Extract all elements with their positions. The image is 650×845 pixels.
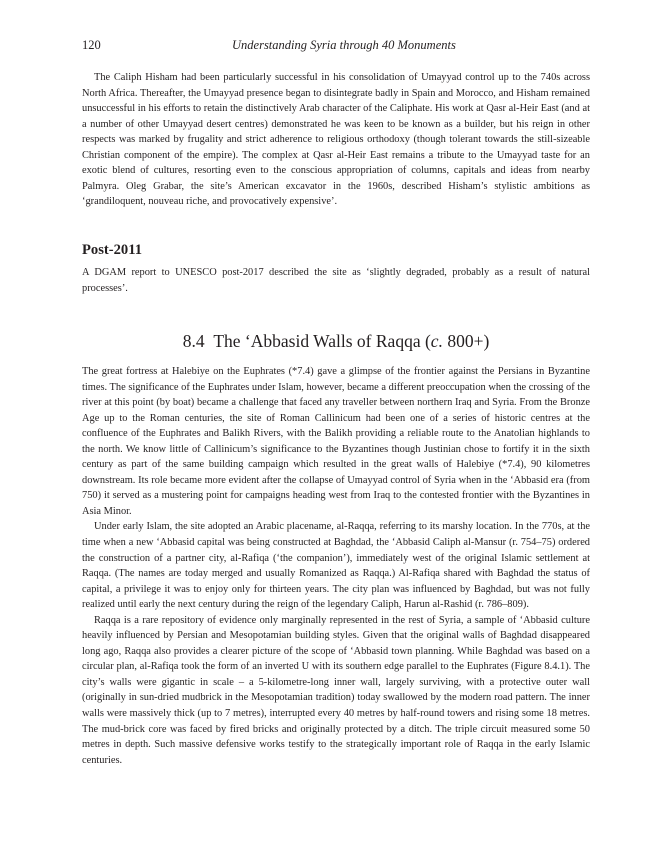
section-circa: c. bbox=[430, 331, 443, 351]
section-heading bbox=[82, 330, 590, 352]
post-2011-paragraph: A DGAM report to UNESCO post-2017 described the site as ‘slightly degraded, probably as a result of natural processes’. bbox=[82, 267, 590, 294]
section-number: 8.4 bbox=[182, 331, 205, 351]
intro-section bbox=[82, 70, 590, 210]
intro-paragraph: The Caliph Hisham had been particularly successful in his consolidation of Umayyad control up to the 740s across North Africa. Thereafter, the Umayyad presence began to disintegrate badly in Spain and Morocco, and Hisham remained unsuccessful in his efforts to retain the distinctively Arab character of the Caliphate. His work at Qasr al-Heir East (and at a number of other Umayyad desert centres) demonstrated he was keen to be known as a builder, but his reign in other respects was marked by frugality and strict adherence to religious orthodoxy (though tolerant towards the still-sizeable Christian component of the empire). The complex at Qasr al-Heir East remains a tribute to the Umayyad taste for an exotic blend of cultures, resorting even to the conscious appropriation of columns, capitals and ideas from nearby Palmyra. Oleg Grabar, the site’s American excavator in the 1960s, described Hisham’s stylistic ambitions as ‘grandiloquent, nouveau riche, and provocatively expensive’. bbox=[82, 72, 590, 208]
section-heading-block bbox=[82, 330, 590, 352]
post-2011-section bbox=[82, 241, 590, 296]
section-body bbox=[82, 364, 590, 768]
section-paragraph-2: Under early Islam, the site adopted an Arabic placename, al-Raqqa, referring to its marshy location. In the 770s, at the time when a new ‘Abbasid capital was being constructed at Baghdad, the ‘Abbasid Caliph al-Mansur (r. 754–75) ordered the construction of a partner city, al-Rafiqa (‘the companion’), immediately west of the original Islamic settlement at Raqqa. (The names are today merged and usually Romanized as Raqqa.) Al-Rafiqa shared with Baghdad the status of capital, a privilege it was to enjoy only for thirteen years. The city plan was influenced by Baghdad, but was not fully realized until early the next century during the reign of the legendary Caliph, Harun al-Rashid (r. 786–809). bbox=[82, 521, 590, 611]
section-paragraph-1: The great fortress at Halebiye on the Euphrates (*7.4) gave a glimpse of the frontier against the Persians in Byzantine times. The significance of the Euphrates under Islam, however, became a different preoccupation when the crossing of the river at this point (by boat) became a challenge that faced any traveller between northern Iraq and Syria. From the Bronze Age up to the Roman centuries, the site of Roman Callinicum had been one of a series of historic centres at the confluence of the Euphrates and Balikh Rivers, with the Balikh providing a reliable route to the Anatolian highlands to the north. We know little of Callinicum’s significance to the Byzantines though Justinian chose to fortify it in the sixth century as part of the same building campaign which resulted in the great walls of Halebiye (*7.4), 90 kilometres downstream. Its role became more evident after the collapse of Umayyad control of Syria when in the ‘Abbasid era (from 750) it served as a mustering point for campaigns heading west from Iraq to the contested frontier with the Byzantines in Asia Minor. bbox=[82, 366, 590, 517]
page-header bbox=[82, 37, 590, 53]
post-2011-heading: Post-2011 bbox=[82, 242, 142, 258]
running-title: Understanding Syria through 40 Monuments bbox=[232, 38, 456, 52]
page-number: 120 bbox=[82, 38, 101, 52]
section-title: The ‘Abbasid Walls of Raqqa ( bbox=[213, 331, 431, 351]
section-paragraph-3: Raqqa is a rare repository of evidence only marginally represented in the rest of Syria, a sample of ‘Abbasid culture heavily influenced by Persian and Mesopotamian building styles. Given that the original walls of Baghdad disappeared long ago, Raqqa also provides a clearer picture of the scope of ‘Abbasid town planning. While Baghdad was based on a circular plan, al-Rafiqa took the form of an inverted U with its southern edge parallel to the Euphrates (Figure 8.4.1). The city’s walls were gigantic in scale – a 5-kilometre-long inner wall, largely surviving, with a protective outer wall (originally in sun-dried mudbrick in the Mesopotamian tradition) today swallowed by the modern road pattern. The inner walls were massively thick (up to 7 metres), interrupted every 40 metres by half-round towers and rising some 18 metres. The mud-brick core was faced by fired bricks and originally protected by a ditch. The triple circuit measured some 50 metres in depth. Such massive defensive works testify to the strategically important role of Raqqa in the early Islamic centuries. bbox=[82, 614, 590, 766]
section-date: 800+) bbox=[442, 331, 490, 351]
